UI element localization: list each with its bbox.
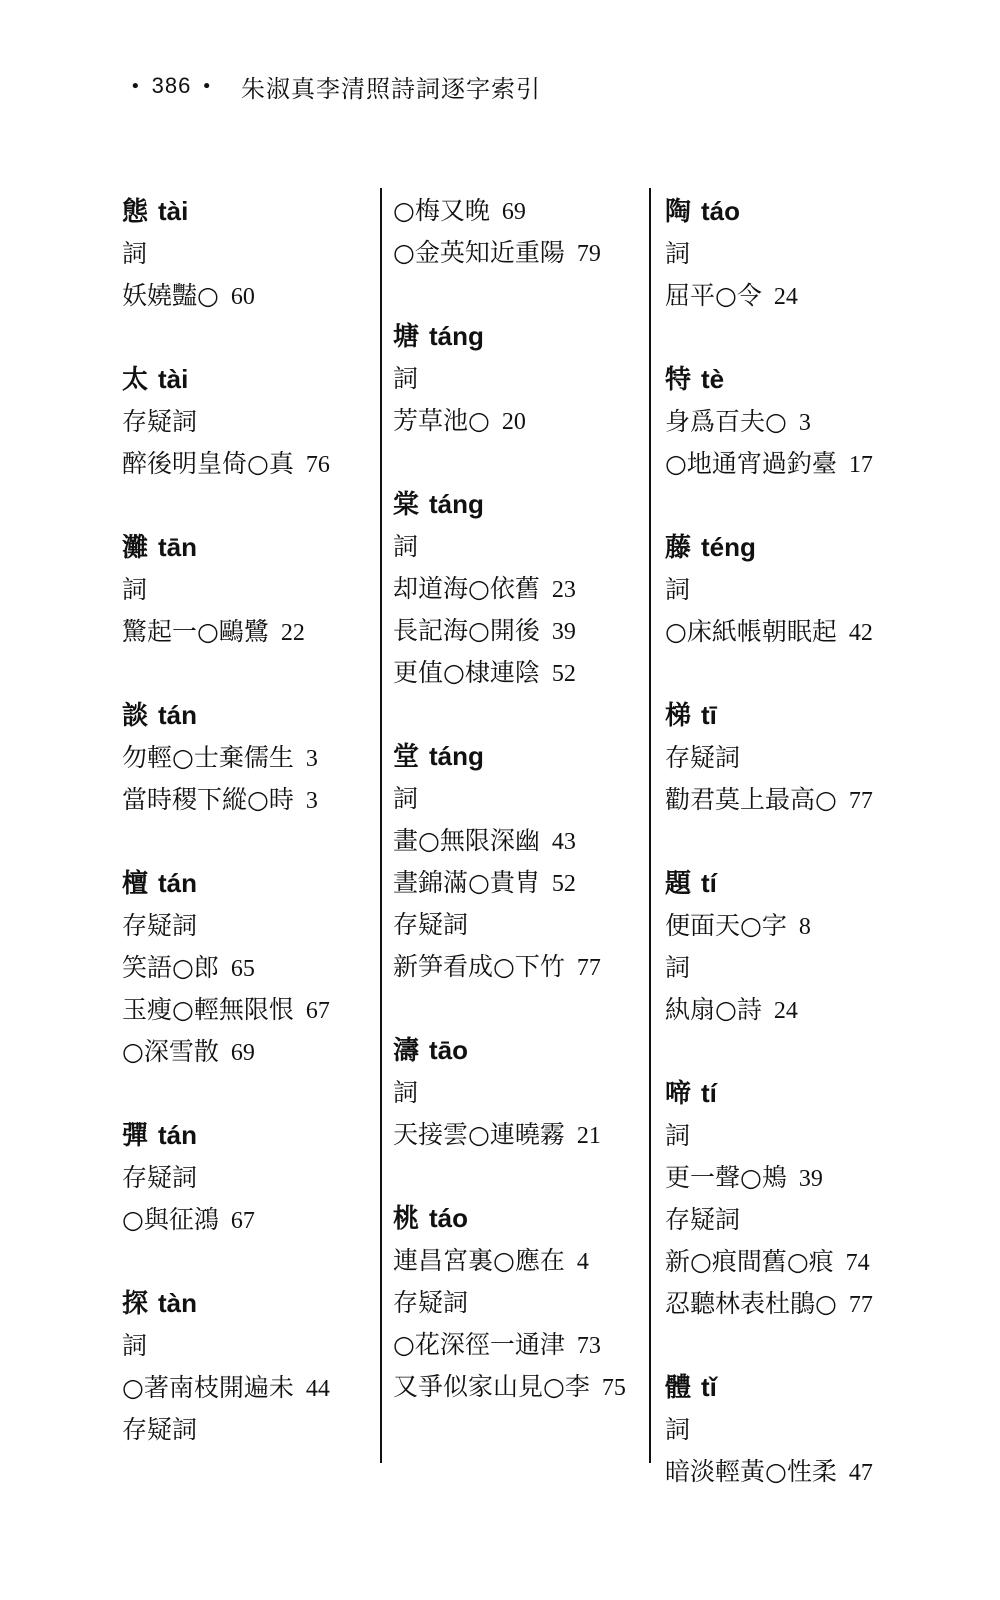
index-line bbox=[393, 1366, 655, 1408]
entry-heading bbox=[122, 694, 372, 737]
index-line bbox=[122, 233, 372, 275]
line-text: 詞 bbox=[393, 784, 419, 813]
line-reference-number: 77 bbox=[848, 1292, 873, 1318]
entry-heading bbox=[665, 1366, 945, 1409]
spacer bbox=[393, 442, 655, 483]
index-line bbox=[122, 989, 372, 1031]
line-text: ○著南枝開遍未 bbox=[122, 1373, 294, 1402]
header-bullet-left: • bbox=[130, 75, 142, 97]
line-text: 晝錦滿○貴胄 bbox=[393, 868, 540, 897]
index-line bbox=[665, 1241, 945, 1283]
index-entry bbox=[393, 735, 655, 988]
entry-character: 陶 bbox=[665, 197, 692, 227]
line-reference-number: 20 bbox=[501, 409, 526, 435]
line-reference-number: 24 bbox=[773, 284, 798, 310]
index-line bbox=[393, 400, 655, 442]
line-reference-number: 23 bbox=[551, 577, 576, 603]
entry-pinyin: tán bbox=[158, 1120, 198, 1150]
index-line bbox=[665, 1199, 945, 1241]
entry-character: 藤 bbox=[665, 533, 692, 563]
entry-character: 濤 bbox=[393, 1036, 420, 1066]
line-reference-number: 21 bbox=[576, 1123, 601, 1149]
entry-character: 檀 bbox=[122, 869, 149, 899]
index-line bbox=[393, 568, 655, 610]
line-text: 詞 bbox=[665, 575, 691, 604]
line-reference-number: 3 bbox=[305, 788, 318, 814]
entry-character: 太 bbox=[122, 365, 149, 395]
index-line bbox=[665, 233, 945, 275]
entry-character: 題 bbox=[665, 869, 692, 899]
index-entry bbox=[122, 862, 372, 1073]
entry-character: 體 bbox=[665, 1373, 692, 1403]
index-entry bbox=[393, 315, 655, 442]
index-line bbox=[393, 652, 655, 694]
line-text: 身爲百夫○ bbox=[665, 407, 787, 436]
index-entry bbox=[122, 1114, 372, 1241]
line-text: 詞 bbox=[665, 1415, 691, 1444]
line-reference-number: 52 bbox=[551, 661, 576, 687]
spacer bbox=[393, 988, 655, 1029]
entry-pinyin: tán bbox=[158, 868, 198, 898]
index-line bbox=[122, 1367, 372, 1409]
index-line bbox=[122, 443, 372, 485]
entry-pinyin: tài bbox=[158, 196, 189, 226]
line-text: 當時稷下縱○時 bbox=[122, 785, 294, 814]
entry-pinyin: táo bbox=[429, 1203, 469, 1233]
entry-heading bbox=[122, 190, 372, 233]
line-reference-number: 43 bbox=[551, 829, 576, 855]
index-line bbox=[122, 275, 372, 317]
entry-heading bbox=[122, 1282, 372, 1325]
page-number: 386 bbox=[151, 73, 192, 98]
index-column-3 bbox=[665, 190, 945, 1493]
index-entry bbox=[665, 526, 945, 653]
entry-pinyin: tán bbox=[158, 700, 198, 730]
entry-pinyin: táng bbox=[429, 321, 484, 351]
entry-pinyin: téng bbox=[701, 532, 756, 562]
spacer bbox=[122, 485, 372, 526]
index-entry bbox=[665, 190, 945, 317]
index-line bbox=[665, 1157, 945, 1199]
spacer bbox=[665, 821, 945, 862]
spacer bbox=[665, 1325, 945, 1366]
line-text: ○深雪散 bbox=[122, 1037, 219, 1066]
line-text: 玉瘦○輕無限恨 bbox=[122, 995, 294, 1024]
running-header bbox=[120, 66, 541, 106]
line-reference-number: 4 bbox=[576, 1249, 589, 1275]
entry-heading bbox=[665, 862, 945, 905]
spacer bbox=[393, 1156, 655, 1197]
line-reference-number: 76 bbox=[305, 452, 330, 478]
line-text: 詞 bbox=[665, 1121, 691, 1150]
line-text: ○與征鴻 bbox=[122, 1205, 219, 1234]
line-reference-number: 22 bbox=[280, 620, 305, 646]
book-title: 朱淑真李清照詩詞逐字索引 bbox=[240, 74, 541, 103]
entry-heading bbox=[122, 526, 372, 569]
line-text: 詞 bbox=[393, 1078, 419, 1107]
index-line bbox=[122, 569, 372, 611]
entry-heading bbox=[393, 315, 655, 358]
line-text: 更值○棣連陰 bbox=[393, 658, 540, 687]
spacer bbox=[665, 485, 945, 526]
line-text: 新○痕間舊○痕 bbox=[665, 1247, 834, 1276]
line-reference-number: 24 bbox=[773, 998, 798, 1024]
index-line bbox=[122, 401, 372, 443]
entry-character: 塘 bbox=[393, 322, 420, 352]
index-line bbox=[393, 862, 655, 904]
spacer bbox=[122, 317, 372, 358]
index-line bbox=[393, 190, 655, 232]
line-reference-number: 39 bbox=[798, 1166, 823, 1192]
index-line bbox=[665, 947, 945, 989]
line-text: 天接雲○連曉霧 bbox=[393, 1120, 565, 1149]
index-entry bbox=[665, 862, 945, 1031]
line-text: 詞 bbox=[393, 364, 419, 393]
index-entry bbox=[665, 1366, 945, 1493]
line-text: 又爭似家山見○李 bbox=[393, 1372, 590, 1401]
line-text: 詞 bbox=[122, 575, 148, 604]
entry-pinyin: tài bbox=[158, 364, 189, 394]
index-line bbox=[393, 1240, 655, 1282]
line-text: ○梅又晚 bbox=[393, 196, 490, 225]
line-reference-number: 69 bbox=[501, 199, 526, 225]
spacer bbox=[122, 1073, 372, 1114]
line-text: 芳草池○ bbox=[393, 406, 490, 435]
line-text: 存疑詞 bbox=[122, 1415, 198, 1444]
index-line bbox=[393, 358, 655, 400]
spacer bbox=[122, 653, 372, 694]
line-reference-number: 44 bbox=[305, 1376, 330, 1402]
index-column-1 bbox=[122, 190, 372, 1451]
index-line bbox=[122, 947, 372, 989]
index-line bbox=[393, 1282, 655, 1324]
index-line bbox=[665, 1409, 945, 1451]
line-text: 笑語○郎 bbox=[122, 953, 219, 982]
column-divider-1 bbox=[380, 188, 382, 1463]
spacer bbox=[665, 317, 945, 358]
line-text: 詞 bbox=[122, 239, 148, 268]
line-text: 存疑詞 bbox=[122, 1163, 198, 1192]
index-line bbox=[665, 989, 945, 1031]
line-reference-number: 3 bbox=[798, 410, 811, 436]
line-text: 畫○無限深幽 bbox=[393, 826, 540, 855]
entry-heading bbox=[665, 526, 945, 569]
entry-character: 彈 bbox=[122, 1121, 149, 1151]
index-entry bbox=[122, 526, 372, 653]
line-reference-number: 3 bbox=[305, 746, 318, 772]
index-line bbox=[665, 905, 945, 947]
entry-character: 棠 bbox=[393, 490, 420, 520]
line-text: 存疑詞 bbox=[122, 911, 198, 940]
line-text: 詞 bbox=[122, 1331, 148, 1360]
entry-character: 談 bbox=[122, 701, 149, 731]
line-text: ○地通宵過釣臺 bbox=[665, 449, 837, 478]
line-reference-number: 8 bbox=[798, 914, 811, 940]
index-line bbox=[393, 610, 655, 652]
line-text: 連昌宮裏○應在 bbox=[393, 1246, 565, 1275]
index-line bbox=[122, 1157, 372, 1199]
entry-pinyin: táng bbox=[429, 489, 484, 519]
index-line bbox=[665, 401, 945, 443]
entry-heading bbox=[393, 483, 655, 526]
index-line bbox=[122, 1409, 372, 1451]
spacer bbox=[665, 653, 945, 694]
index-entry bbox=[122, 190, 372, 317]
index-line bbox=[122, 905, 372, 947]
index-entry bbox=[393, 483, 655, 694]
entry-heading bbox=[393, 1029, 655, 1072]
entry-heading bbox=[665, 358, 945, 401]
line-text: ○花深徑一通津 bbox=[393, 1330, 565, 1359]
entry-heading bbox=[122, 1114, 372, 1157]
line-text: 長記海○開後 bbox=[393, 616, 540, 645]
line-text: 新笋看成○下竹 bbox=[393, 952, 565, 981]
line-reference-number: 42 bbox=[848, 620, 873, 646]
line-text: 驚起一○鷗鷺 bbox=[122, 617, 269, 646]
entry-pinyin: táng bbox=[429, 741, 484, 771]
line-reference-number: 65 bbox=[230, 956, 255, 982]
index-line bbox=[393, 232, 655, 274]
line-text: 却道海○依舊 bbox=[393, 574, 540, 603]
line-text: 詞 bbox=[665, 239, 691, 268]
entry-pinyin: tī bbox=[701, 700, 717, 730]
index-line bbox=[122, 1325, 372, 1367]
line-reference-number: 73 bbox=[576, 1333, 601, 1359]
line-reference-number: 79 bbox=[576, 241, 601, 267]
spacer bbox=[665, 1031, 945, 1072]
index-line bbox=[665, 737, 945, 779]
line-text: 忍聽林表杜鵑○ bbox=[665, 1289, 837, 1318]
entry-pinyin: tāo bbox=[429, 1035, 469, 1065]
entry-character: 特 bbox=[665, 365, 692, 395]
line-reference-number: 74 bbox=[845, 1250, 870, 1276]
line-text: 勸君莫上最高○ bbox=[665, 785, 837, 814]
header-bullet-right: • bbox=[201, 75, 213, 97]
entry-pinyin: tè bbox=[701, 364, 725, 394]
index-entry bbox=[393, 1029, 655, 1156]
line-reference-number: 47 bbox=[848, 1460, 873, 1486]
index-line bbox=[122, 779, 372, 821]
line-reference-number: 67 bbox=[305, 998, 330, 1024]
index-line bbox=[665, 1451, 945, 1493]
index-entry bbox=[122, 694, 372, 821]
index-line bbox=[122, 1199, 372, 1241]
entry-pinyin: tí bbox=[701, 868, 717, 898]
spacer bbox=[122, 1241, 372, 1282]
index-line bbox=[122, 611, 372, 653]
index-line bbox=[393, 820, 655, 862]
line-reference-number: 17 bbox=[848, 452, 873, 478]
line-text: 存疑詞 bbox=[665, 743, 741, 772]
entry-character: 探 bbox=[122, 1289, 149, 1319]
line-text: 詞 bbox=[665, 953, 691, 982]
line-reference-number: 69 bbox=[230, 1040, 255, 1066]
index-line bbox=[393, 904, 655, 946]
index-entry bbox=[665, 1072, 945, 1325]
index-line bbox=[665, 443, 945, 485]
line-reference-number: 39 bbox=[551, 619, 576, 645]
entry-character: 灘 bbox=[122, 533, 149, 563]
line-text: 紈扇○詩 bbox=[665, 995, 762, 1024]
index-line bbox=[393, 1072, 655, 1114]
line-text: 醉後明皇倚○真 bbox=[122, 449, 294, 478]
entry-heading bbox=[665, 1072, 945, 1115]
index-line bbox=[393, 1324, 655, 1366]
line-text: 更一聲○鴂 bbox=[665, 1163, 787, 1192]
index-entry bbox=[122, 358, 372, 485]
index-line bbox=[393, 1114, 655, 1156]
line-text: 存疑詞 bbox=[122, 407, 198, 436]
line-reference-number: 67 bbox=[230, 1208, 255, 1234]
line-reference-number: 77 bbox=[576, 955, 601, 981]
entry-heading bbox=[665, 190, 945, 233]
line-text: 暗淡輕黃○性柔 bbox=[665, 1457, 837, 1486]
entry-pinyin: tàn bbox=[158, 1288, 198, 1318]
index-line bbox=[665, 779, 945, 821]
index-line bbox=[393, 946, 655, 988]
line-text: 便面天○字 bbox=[665, 911, 787, 940]
index-entry bbox=[122, 1282, 372, 1451]
line-text: 存疑詞 bbox=[393, 1288, 469, 1317]
line-text: 詞 bbox=[393, 532, 419, 561]
line-text: 屈平○令 bbox=[665, 281, 762, 310]
index-line bbox=[665, 611, 945, 653]
index-line bbox=[122, 1031, 372, 1073]
entry-heading bbox=[393, 735, 655, 778]
entry-pinyin: tí bbox=[701, 1078, 717, 1108]
line-reference-number: 52 bbox=[551, 871, 576, 897]
line-reference-number: 77 bbox=[848, 788, 873, 814]
line-text: 存疑詞 bbox=[665, 1205, 741, 1234]
entry-character: 態 bbox=[122, 197, 149, 227]
index-line bbox=[122, 737, 372, 779]
spacer bbox=[393, 694, 655, 735]
entry-pinyin: tān bbox=[158, 532, 198, 562]
spacer bbox=[122, 821, 372, 862]
entry-heading bbox=[122, 358, 372, 401]
line-reference-number: 60 bbox=[230, 284, 255, 310]
entry-heading bbox=[665, 694, 945, 737]
spacer bbox=[393, 274, 655, 315]
index-line bbox=[393, 526, 655, 568]
index-line bbox=[665, 1283, 945, 1325]
entry-pinyin: tǐ bbox=[701, 1372, 717, 1402]
entry-heading bbox=[393, 1197, 655, 1240]
index-column-2 bbox=[393, 190, 655, 1408]
line-text: 存疑詞 bbox=[393, 910, 469, 939]
index-line bbox=[665, 1115, 945, 1157]
line-reference-number: 75 bbox=[601, 1375, 626, 1401]
index-line bbox=[393, 778, 655, 820]
line-text: 妖嬈豔○ bbox=[122, 281, 219, 310]
index-line bbox=[665, 275, 945, 317]
index-line bbox=[665, 569, 945, 611]
line-text: 勿輕○士棄儒生 bbox=[122, 743, 294, 772]
entry-heading bbox=[122, 862, 372, 905]
entry-character: 啼 bbox=[665, 1079, 692, 1109]
index-entry bbox=[665, 694, 945, 821]
line-text: ○金英知近重陽 bbox=[393, 238, 565, 267]
entry-pinyin: táo bbox=[701, 196, 741, 226]
entry-character: 梯 bbox=[665, 701, 692, 731]
line-text: ○床紙帳朝眠起 bbox=[665, 617, 837, 646]
entry-character: 桃 bbox=[393, 1204, 420, 1234]
entry-character: 堂 bbox=[393, 742, 420, 772]
index-entry bbox=[665, 358, 945, 485]
index-entry bbox=[393, 1197, 655, 1408]
